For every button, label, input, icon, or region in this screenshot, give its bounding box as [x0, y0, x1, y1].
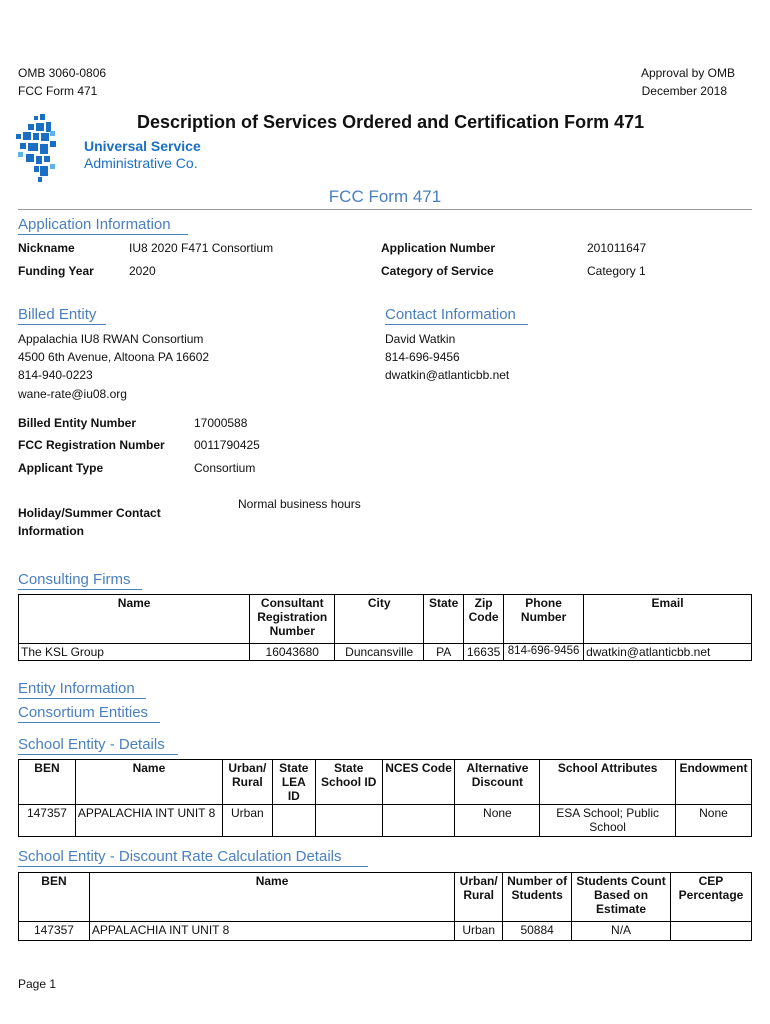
billed-entity-email: wane-rate@iu08.org	[18, 387, 127, 401]
contact-heading: Contact Information	[385, 306, 516, 323]
ben-label: Billed Entity Number	[18, 416, 137, 430]
column-header: BEN	[19, 760, 76, 805]
column-header: Consultant Registration Number	[250, 595, 335, 644]
table-cell: Duncansville	[335, 644, 424, 661]
heading-underline	[18, 234, 188, 235]
category-label: Category of Service	[381, 264, 494, 278]
funding-year-value: 2020	[129, 264, 156, 278]
page-title: Description of Services Ordered and Certification Form 471	[137, 112, 645, 132]
table-cell: 814-696-9456	[504, 644, 584, 661]
table-cell: 50884	[503, 922, 572, 941]
heading-underline	[18, 324, 106, 325]
column-header: Urban/ Rural	[455, 873, 503, 922]
heading-underline	[385, 324, 528, 325]
category-value: Category 1	[587, 264, 646, 278]
contact-email: dwatkin@atlanticbb.net	[385, 368, 510, 382]
column-header: Name	[89, 873, 454, 922]
funding-year-label: Funding Year	[18, 264, 94, 278]
table-cell: dwatkin@atlanticbb.net	[584, 644, 752, 661]
consortium-entities-heading: Consortium Entities	[18, 704, 149, 721]
school-discount-heading: School Entity - Discount Rate Calculation Details	[18, 848, 342, 865]
table-cell: Urban	[455, 922, 503, 941]
column-header: Name	[75, 760, 222, 805]
table-cell: Urban	[222, 805, 272, 837]
column-header: Phone Number	[504, 595, 584, 644]
table-cell	[670, 922, 751, 941]
table-row	[19, 805, 752, 837]
column-header: State School ID	[315, 760, 382, 805]
column-header: Students Count Based on Estimate	[572, 873, 671, 922]
heading-underline	[18, 698, 146, 699]
heading-underline	[18, 589, 142, 590]
omb-number: OMB 3060-0806	[18, 66, 107, 80]
form-subtitle: FCC Form 471	[328, 187, 442, 206]
table-cell	[315, 805, 382, 837]
holiday-contact-value: Normal business hours	[238, 497, 361, 511]
column-header: Endowment	[675, 760, 751, 805]
table-row	[19, 644, 752, 661]
column-header: City	[335, 595, 424, 644]
column-header: Urban/ Rural	[222, 760, 272, 805]
column-header: State	[424, 595, 464, 644]
table-cell: PA	[424, 644, 464, 661]
billed-entity-phone: 814-940-0223	[18, 368, 93, 382]
heading-underline	[18, 866, 368, 867]
table-header-row	[19, 760, 752, 805]
table-header-row	[19, 595, 752, 644]
page-number: Page 1	[18, 977, 57, 991]
table-cell: 16635	[464, 644, 504, 661]
column-header: BEN	[19, 873, 90, 922]
approval-date: December 2018	[641, 84, 727, 98]
applicant-type-label: Applicant Type	[18, 461, 104, 475]
billed-entity-address: 4500 6th Avenue, Altoona PA 16602	[18, 350, 210, 364]
table-cell: ESA School; Public School	[540, 805, 676, 837]
school-discount-table	[18, 872, 752, 941]
consulting-table	[18, 594, 752, 661]
table-cell: APPALACHIA INT UNIT 8	[75, 805, 222, 837]
consulting-heading: Consulting Firms	[18, 571, 131, 588]
table-cell: None	[455, 805, 540, 837]
table-header-row	[19, 873, 752, 922]
table-cell: APPALACHIA INT UNIT 8	[89, 922, 454, 941]
table-cell: 147357	[19, 805, 76, 837]
fcc-registration-label: FCC Registration Number	[18, 438, 165, 452]
usac-logo-icon	[14, 114, 84, 184]
table-cell: None	[675, 805, 751, 837]
heading-underline	[18, 722, 160, 723]
table-row	[19, 922, 752, 941]
nickname-value: IU8 2020 F471 Consortium	[129, 241, 274, 255]
school-details-heading: School Entity - Details	[18, 736, 165, 753]
column-header: Zip Code	[464, 595, 504, 644]
table-cell: 147357	[19, 922, 90, 941]
table-cell	[272, 805, 315, 837]
column-header: Number of Students	[503, 873, 572, 922]
holiday-contact-label: Holiday/Summer Contact	[18, 506, 161, 520]
divider	[18, 209, 752, 210]
fcc-registration-value: 0011790425	[194, 438, 260, 452]
table-cell: The KSL Group	[19, 644, 250, 661]
column-header: Email	[584, 595, 752, 644]
ben-value: 17000588	[194, 416, 248, 430]
contact-phone: 814-696-9456	[385, 350, 460, 364]
billed-entity-heading: Billed Entity	[18, 306, 97, 323]
column-header: Name	[19, 595, 250, 644]
contact-name: David Watkin	[385, 332, 456, 346]
application-heading: Application Information	[18, 216, 171, 233]
column-header: CEP Percentage	[670, 873, 751, 922]
application-number-label: Application Number	[381, 241, 496, 255]
heading-underline	[18, 754, 178, 755]
application-number-value: 201011647	[587, 241, 647, 255]
nickname-label: Nickname	[18, 241, 75, 255]
logo-name-line2: Administrative Co.	[84, 155, 198, 171]
billed-entity-name: Appalachia IU8 RWAN Consortium	[18, 332, 204, 346]
logo-name-line1: Universal Service	[84, 138, 201, 154]
column-header: Alternative Discount	[455, 760, 540, 805]
table-cell: 16043680	[250, 644, 335, 661]
table-cell: N/A	[572, 922, 671, 941]
column-header: School Attributes	[540, 760, 676, 805]
column-header: State LEA ID	[272, 760, 315, 805]
school-details-table	[18, 759, 752, 837]
holiday-contact-label-2: Information	[18, 524, 84, 538]
omb-approval: Approval by OMB	[640, 66, 735, 80]
column-header: NCES Code	[382, 760, 455, 805]
entity-heading: Entity Information	[18, 680, 135, 697]
form-number: FCC Form 471	[18, 84, 98, 98]
table-cell	[382, 805, 455, 837]
applicant-type-value: Consortium	[194, 461, 256, 475]
